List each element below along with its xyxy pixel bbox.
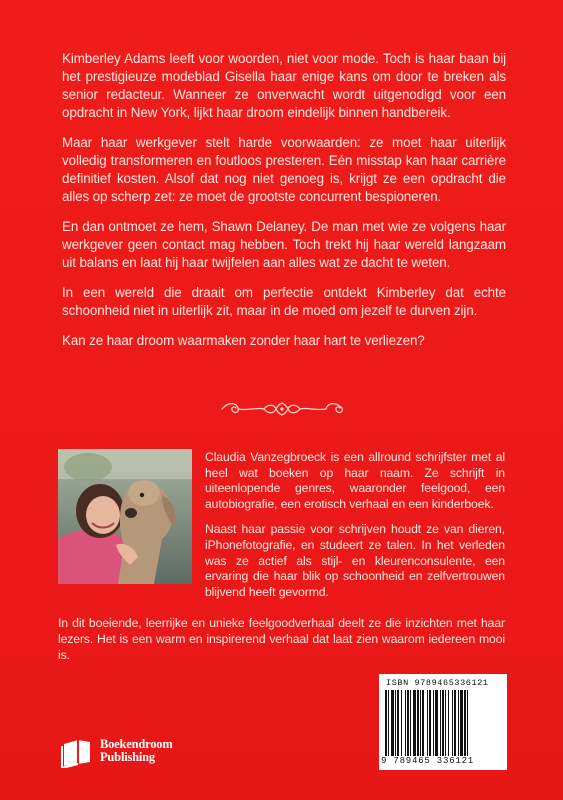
- barcode-bar: [452, 690, 453, 756]
- isbn-digits: 9 789465 336121: [381, 756, 475, 766]
- barcode-bar: [448, 690, 449, 756]
- book-logo-icon: [60, 736, 94, 768]
- closing-paragraph: In dit boeiende, leerrijke en unieke feelgoodverhaal deelt ze die inzichten met haar lezers. Het is een warm en inspirerend verhaal dat laat zien waarom iedereen mooi is.: [58, 616, 505, 662]
- blurb-paragraph-1: Kimberley Adams leeft voor woorden, niet voor mode. Toch is haar baan bij het prestigieuze modeblad Gisella haar enige kans om door te breken als senior redacteur. Wanneer ze onverwacht wordt uitgenodigd voor een opdracht in New York, lijkt haar droom eindelijk binnen handbereik.: [62, 51, 506, 120]
- bio-paragraph-2: Naast haar passie voor schrijven houdt ze van dieren, iPhonefotografie, en studeert ze talen. In het verleden was ze actief als stijl- en kleurenconsulente, een ervaring die haar blik op schoonheid en zelfvertrouwen blijvend heeft gevormd.: [205, 522, 505, 599]
- barcode-bar: [413, 690, 416, 756]
- barcode-bar: [401, 690, 402, 756]
- barcode-bar: [420, 690, 421, 756]
- flourish-divider-icon: [218, 398, 346, 420]
- author-photo: [58, 449, 192, 584]
- barcode-bar: [440, 690, 441, 756]
- closing-text: [58, 616, 505, 663]
- publisher-name-line-2: Publishing: [100, 750, 155, 764]
- barcode-bar: [454, 690, 456, 756]
- author-photo-image: [58, 449, 192, 584]
- blurb-paragraph-3: En dan ontmoet ze hem, Shawn Delaney. De man met wie ze volgens haar werkgever geen contact mag hebben. Toch trekt hij haar wereld langzaam uit balans en laat hij haar twijfelen aan alles wat ze dacht te weten.: [62, 219, 506, 270]
- barcode-bar: [460, 690, 463, 756]
- barcode-bar: [427, 690, 428, 756]
- barcode-bar: [417, 690, 419, 756]
- barcode-bar: [467, 690, 468, 756]
- isbn-barcode: [379, 674, 507, 770]
- barcode-bar: [410, 690, 411, 756]
- barcode-bar: [397, 690, 399, 756]
- publisher-name: [100, 738, 173, 764]
- barcode-bar: [407, 690, 409, 756]
- barcode-bar: [442, 690, 444, 756]
- barcode-bar: [433, 690, 434, 756]
- barcode-bars: [384, 690, 502, 756]
- book-blurb: [62, 50, 506, 362]
- barcode-bar: [429, 690, 431, 756]
- barcode-bar: [435, 690, 438, 756]
- publisher-logo: [60, 736, 210, 768]
- barcode-bar: [385, 690, 387, 756]
- blurb-paragraph-4: In een wereld die draait om perfectie ontdekt Kimberley dat echte schoonheid niet in uiterlijk zit, maar in de moed om jezelf te durven zijn.: [62, 285, 506, 318]
- barcode-bar: [388, 690, 389, 756]
- bio-paragraph-1: Claudia Vanzegbroeck is een allround schrijfster met al heel wat boeken op haar naam. Ze schrijft in uiteenlopende genres, waaronder feelgood, een autobiografie, een erotisch verhaal en een kinderboek.: [205, 450, 505, 511]
- barcode-bar: [445, 690, 446, 756]
- barcode-bar: [405, 690, 406, 756]
- blurb-paragraph-2: Maar haar werkgever stelt harde voorwaarden: ze moet haar uiterlijk volledig transformeren en foutloos presteren. Eén misstap kan haar carrière definitief kosten. Alsof dat nog niet genoeg is, krijgt ze een opdracht die alles op scherp zet: ze moet de grootste concurrent bespioneren.: [62, 135, 506, 204]
- isbn-label: ISBN 9789465336121: [386, 678, 489, 688]
- publisher-name-line-1: Boekendroom: [100, 737, 173, 751]
- barcode-bar: [391, 690, 394, 756]
- barcode-bar: [395, 690, 396, 756]
- author-bio: [205, 450, 505, 610]
- barcode-bar: [422, 690, 424, 756]
- barcode-bar: [458, 690, 459, 756]
- blurb-paragraph-5: Kan ze haar droom waarmaken zonder haar hart te verliezen?: [62, 333, 425, 348]
- barcode-bar: [464, 690, 466, 756]
